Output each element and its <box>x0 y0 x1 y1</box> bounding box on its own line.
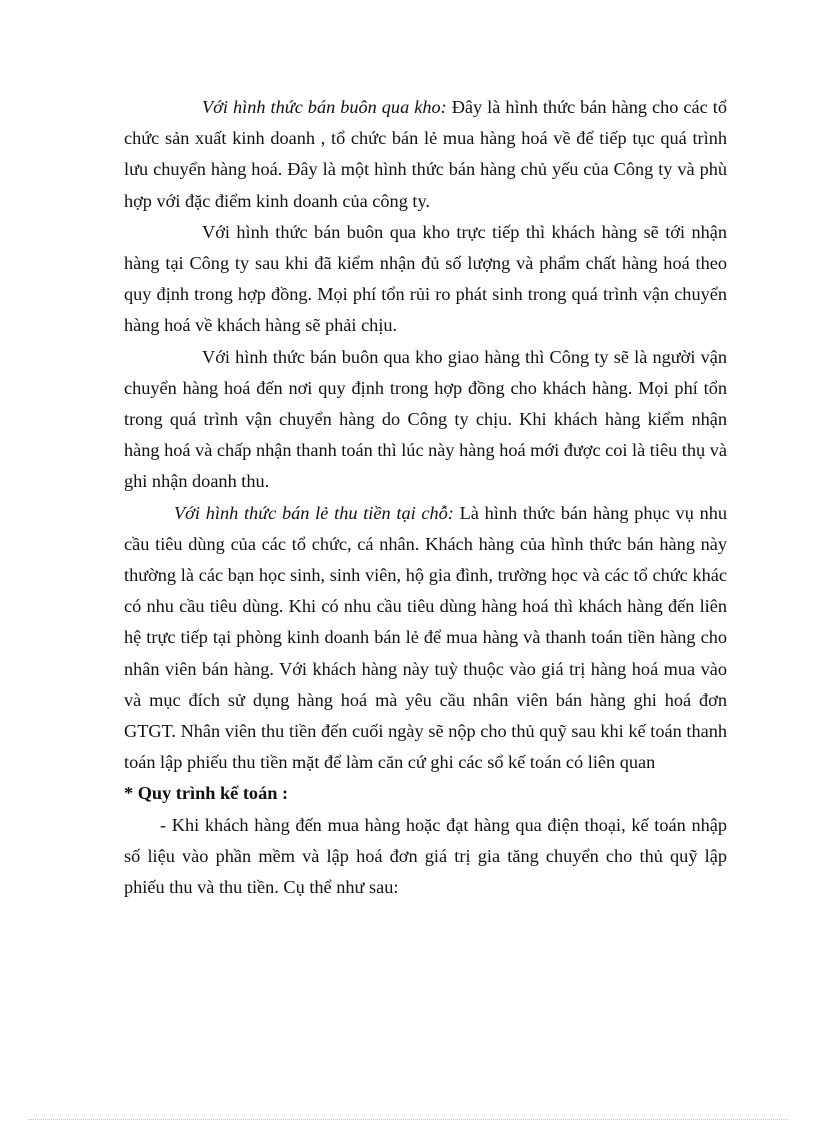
page-bottom-divider <box>28 1119 788 1120</box>
paragraph-direct-warehouse: Với hình thức bán buôn qua kho trực tiếp thì khách hàng sẽ tới nhận hàng tại Công ty sau khi đã kiểm nhận đủ số lượng và phẩm chất hàng hoá theo quy định trong hợp đồng. Mọi phí tổn rủi ro phát sinh trong quá trình vận chuyển hàng hoá về khách hàng sẽ phải chịu. <box>124 221 727 336</box>
paragraph-text: Là hình thức bán hàng phục vụ nhu cầu tiêu dùng của các tổ chức, cá nhân. Khách hàng của hình thức bán hàng này thường là các bạn học sinh, sinh viên, hộ gia đình, trường học và các tổ chức khác có nhu cầu tiêu dùng. Khi có nhu cầu tiêu dùng hàng hoá thì khách hàng đến liên hệ trực tiếp tại phòng kinh doanh bán lẻ để mua hàng và thanh toán tiền hàng cho nhân viên bán hàng. Với khách hàng này tuỳ thuộc vào giá trị hàng hoá mua vào và mục đích sử dụng hàng hoá mà yêu cầu nhân viên bán hàng ghi hoá đơn GTGT. Nhân viên thu tiền đến cuối ngày sẽ nộp cho thủ quỹ sau khi kế toán thanh toán lập phiếu thu tiền mặt để làm căn cứ ghi các sổ kế toán có liên quan <box>124 502 727 773</box>
document-body <box>124 92 727 903</box>
section-heading: * Quy trình kế toán : <box>124 783 289 804</box>
paragraph-wholesale-warehouse <box>124 92 727 217</box>
paragraph-text: Đây là hình thức bán hàng cho các tổ chức sản xuất kinh doanh , tổ chức bán lẻ mua hàng hoá về để tiếp tục quá trình lưu chuyển hàng hoá. Đây là một hình thức bán hàng chủ yếu của Công ty và phù hợp với đặc điểm kinh doanh của công ty. <box>124 97 727 211</box>
paragraph-lead-italic: Với hình thức bán buôn qua kho: <box>202 97 447 117</box>
paragraph-lead-italic: Với hình thức bán lẻ thu tiền tại chỗ: <box>174 502 454 523</box>
paragraph-accounting-process: - Khi khách hàng đến mua hàng hoặc đạt hàng qua điện thoại, kế toán nhập số liệu vào phần mềm và lập hoá đơn giá trị gia tăng chuyển cho thủ quỹ lập phiếu thu và thu tiền. Cụ thể như sau: <box>124 814 727 898</box>
paragraph-retail-on-site <box>124 498 727 779</box>
paragraph-delivery-warehouse: Với hình thức bán buôn qua kho giao hàng thì Công ty sẽ là người vận chuyển hàng hoá đến nơi quy định trong hợp đồng cho khách hàng. Mọi phí tổn trong quá trình vận chuyển hàng do Công ty chịu. Khi khách hàng kiểm nhận hàng hoá và chấp nhận thanh toán thì lúc này hàng hoá mới được coi là tiêu thụ và ghi nhận doanh thu. <box>124 346 727 492</box>
